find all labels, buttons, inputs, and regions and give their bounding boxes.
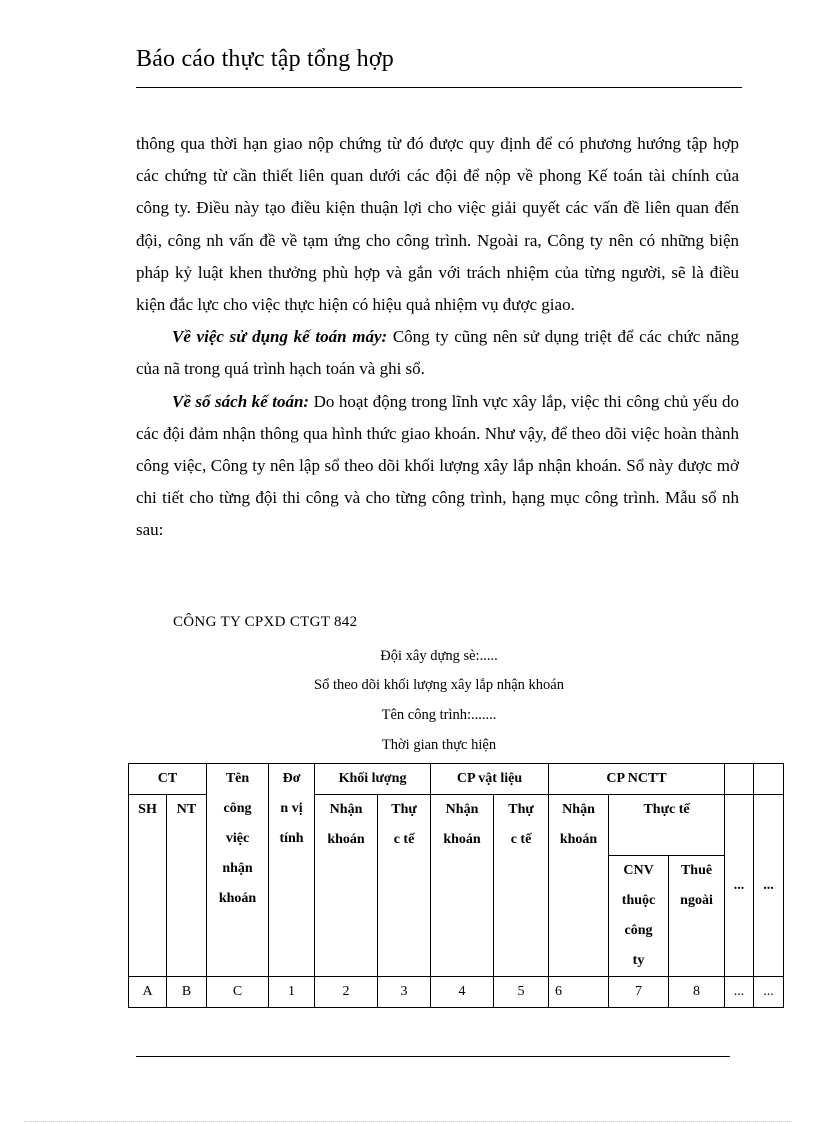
code-cell: A — [129, 977, 167, 1008]
header-material-cost: CP vật liệu — [431, 764, 549, 795]
form-team-line: Đội xây dựng sè:..... — [380, 648, 498, 664]
header-line: khoán — [559, 832, 598, 847]
paragraph-body-accounting-software: Công ty cũng nên sử dụng triệt để các chức năng của nã trong quá trình hạch toán và ghi sổ. — [136, 327, 740, 379]
header-unit-line: n vị — [280, 801, 303, 816]
header-line: khoán — [443, 832, 481, 847]
code-cell: ... — [754, 977, 784, 1008]
paragraph-lead-accounting-books: Về sổ sách kế toán: — [172, 391, 310, 411]
header-ct: CT — [129, 764, 207, 795]
table-code-row — [129, 977, 784, 1008]
header-unit — [269, 764, 315, 977]
header-labor-actual: Thực tế — [609, 795, 725, 856]
header-line: công — [624, 923, 653, 938]
header-task-name-line: khoán — [218, 891, 257, 906]
header-line: ngoài — [680, 893, 713, 908]
page-edge-divider — [24, 1121, 792, 1122]
header-task-name-line: việc — [225, 831, 250, 846]
code-cell: 3 — [378, 977, 431, 1008]
header-labor-cost: CP NCTT — [549, 764, 725, 795]
code-cell: 4 — [431, 977, 494, 1008]
header-line: Nhận — [562, 802, 595, 817]
code-cell: 2 — [315, 977, 378, 1008]
paragraph-accounting-software — [136, 321, 739, 385]
form-book-title: Sổ theo dõi khối lượng xây lắp nhận khoán — [314, 677, 564, 693]
form-company-name: CÔNG TY CPXD CTGT 842 — [173, 614, 358, 630]
ledger-table — [128, 763, 784, 1008]
header-line: c tế — [510, 832, 532, 847]
header-volume-actual — [378, 795, 431, 977]
header-line: thuộc — [621, 893, 656, 908]
header-volume-contracted — [315, 795, 378, 977]
header-unit-line: Đơ — [282, 771, 301, 786]
footer-divider — [136, 1056, 730, 1057]
header-line: Nhận — [329, 802, 363, 817]
body-text — [136, 128, 739, 547]
header-line: ty — [632, 953, 645, 968]
header-task-name-line: nhận — [222, 861, 253, 876]
header-labor-contracted — [549, 795, 609, 977]
header-task-name — [207, 764, 269, 977]
code-cell: 7 — [609, 977, 669, 1008]
header-line: CNV — [623, 863, 654, 878]
code-cell: B — [167, 977, 207, 1008]
code-cell: 8 — [669, 977, 725, 1008]
header-task-name-line: Tên — [225, 771, 250, 786]
header-ellipsis-1: ... — [725, 795, 754, 977]
header-task-name-line: công — [223, 801, 252, 816]
header-volume: Khối lượng — [315, 764, 431, 795]
header-extra-col-1 — [725, 764, 754, 795]
code-cell: 1 — [269, 977, 315, 1008]
header-outsourced — [669, 856, 725, 977]
code-cell: ... — [725, 977, 754, 1008]
header-company-staff — [609, 856, 669, 977]
header-line: Thuê — [680, 863, 713, 878]
paragraph-body-accounting-books: Do hoạt động trong lĩnh vực xây lắp, việc thi công chủ yếu do các đội đảm nhận thông qua hình thức giao khoán. Như vậy, để theo dõi việc hoàn thành công việc, Công ty nên lập sổ theo dõi khối lượng xây lắp nhận khoán. Sổ này được mở chi tiết cho từng đội thi công và cho từng công trình, hạng mục công trình. Mẫu sổ nh sau: — [136, 391, 739, 540]
paragraph-continuation: thông qua thời hạn giao nộp chứng từ đó được quy định để có phương hướng tập hợp các chứng từ cần thiết liên quan dưới các đội để nộp về phong Kế toán tài chính của công ty. Điều này tạo điều kiện thuận lợi cho việc giải quyết các vấn đề liên quan đến đội, công nh vấn đề về tạm ứng cho công trình. Ngoài ra, Công ty nên có những biện pháp kỷ luật khen thưởng phù hợp và gắn với trách nhiệm của từng người, sẽ là điều kiện đắc lực cho việc thực hiện có hiệu quả nhiệm vụ được giao. — [136, 134, 739, 315]
header-nt: NT — [167, 795, 207, 977]
header-extra-col-2 — [754, 764, 784, 795]
code-cell: 6 — [549, 977, 609, 1008]
table-header-row-1 — [129, 764, 784, 795]
header-line: Thự — [391, 802, 417, 817]
page-header-title: Báo cáo thực tập tổng hợp — [136, 46, 394, 72]
code-cell: 5 — [494, 977, 549, 1008]
header-sh: SH — [129, 795, 167, 977]
header-line: khoán — [327, 832, 365, 847]
form-period-line: Thời gian thực hiện — [381, 737, 497, 753]
header-unit-line: tính — [279, 831, 304, 846]
header-line: Nhận — [445, 802, 479, 817]
paragraph-accounting-books — [136, 386, 739, 547]
header-line: c tế — [393, 832, 415, 847]
paragraph-lead-accounting-software: Về việc sử dụng kế toán máy: — [172, 327, 388, 347]
header-material-contracted — [431, 795, 494, 977]
header-material-actual — [494, 795, 549, 977]
header-ellipsis-2: ... — [754, 795, 784, 977]
code-cell: C — [207, 977, 269, 1008]
header-line: Thự — [508, 802, 534, 817]
header-divider — [136, 87, 742, 88]
form-project-line: Tên công trình:....... — [381, 707, 497, 723]
